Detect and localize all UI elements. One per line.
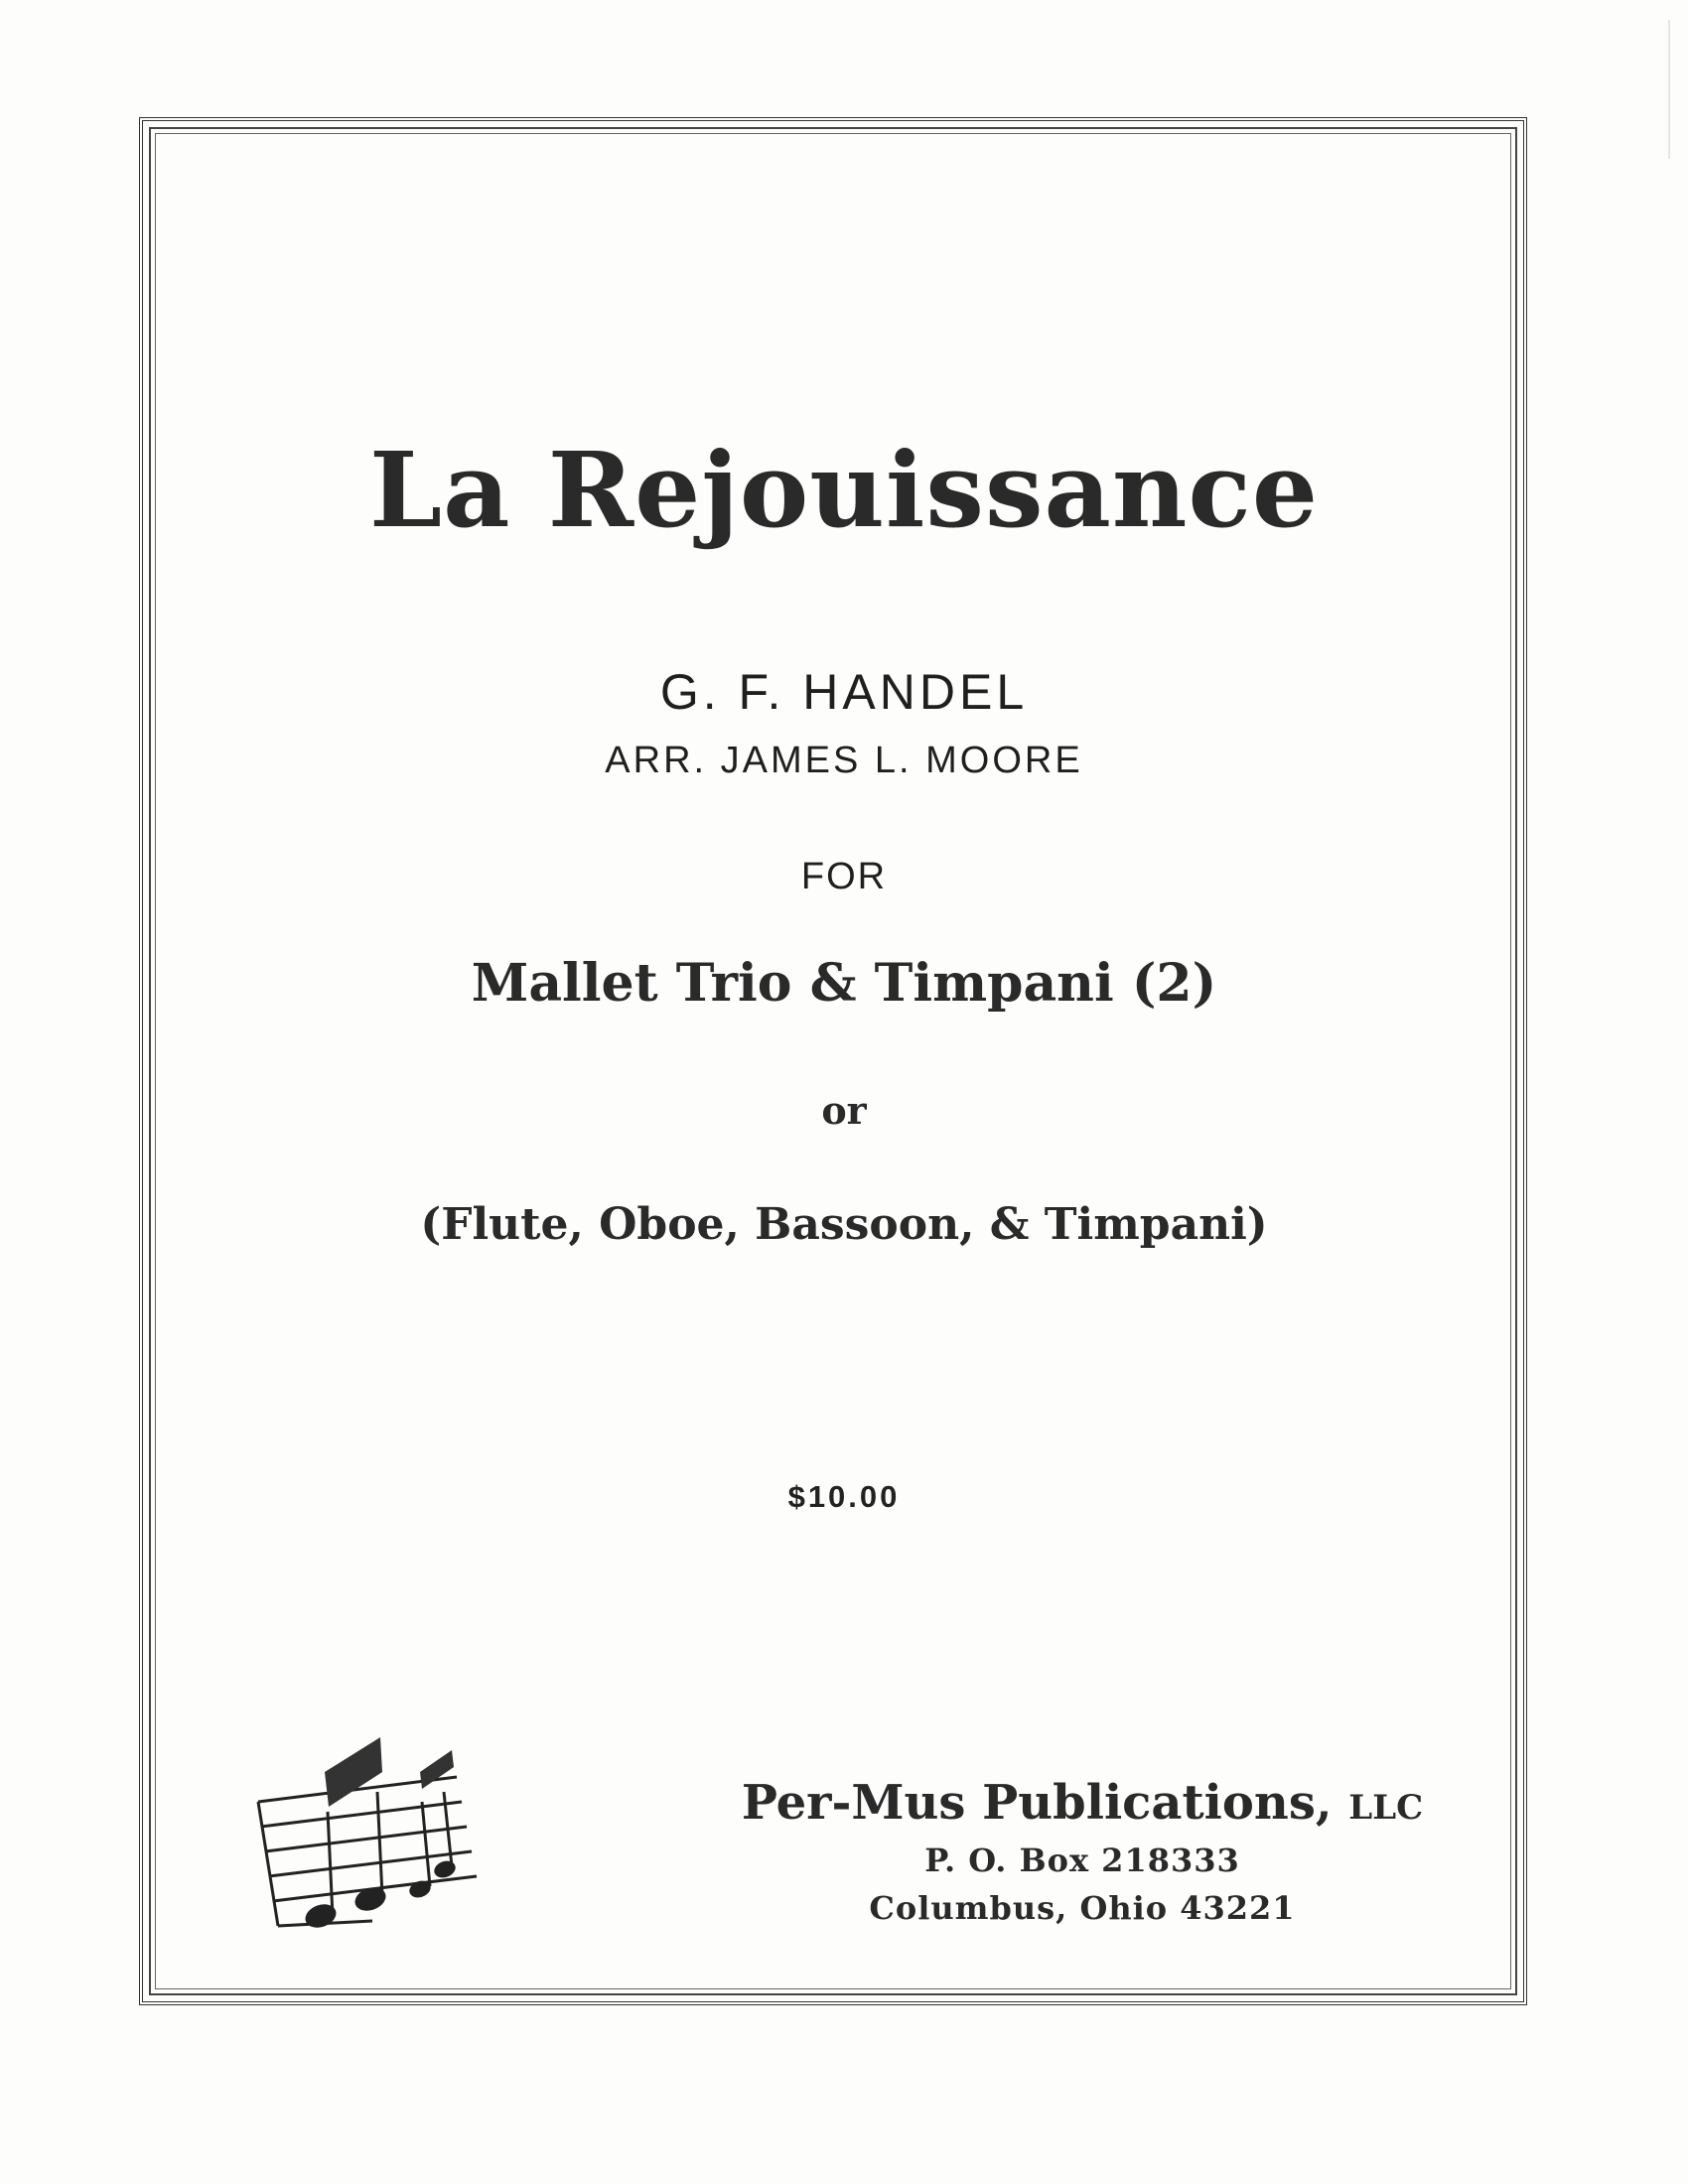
publisher-name — [596, 1775, 1569, 1831]
instrumentation: Mallet Trio & Timpani (2) — [471, 953, 1217, 1014]
for-label: FOR — [800, 856, 888, 897]
publisher-city: Columbus, Ohio 43221 — [869, 1889, 1296, 1927]
price: $10.00 — [787, 1479, 901, 1514]
publisher-name-text: Per-Mus Publications, — [741, 1775, 1333, 1831]
or-label: or — [821, 1088, 867, 1133]
page-title: La Rejouissance — [368, 429, 1320, 551]
publisher-po-box: P. O. Box 218333 — [924, 1842, 1240, 1879]
scan-edge — [1668, 20, 1670, 159]
composer-name: G. F. HANDEL — [659, 664, 1029, 720]
music-notes-staff-logo-icon — [253, 1732, 506, 1946]
arranger-name: ARR. JAMES L. MOORE — [605, 740, 1083, 781]
publisher-suffix: LLC — [1348, 1788, 1424, 1828]
border-frame-inner-line — [155, 133, 1511, 1989]
alternate-instrumentation: (Flute, Oboe, Bassoon, & Timpani) — [420, 1199, 1268, 1250]
